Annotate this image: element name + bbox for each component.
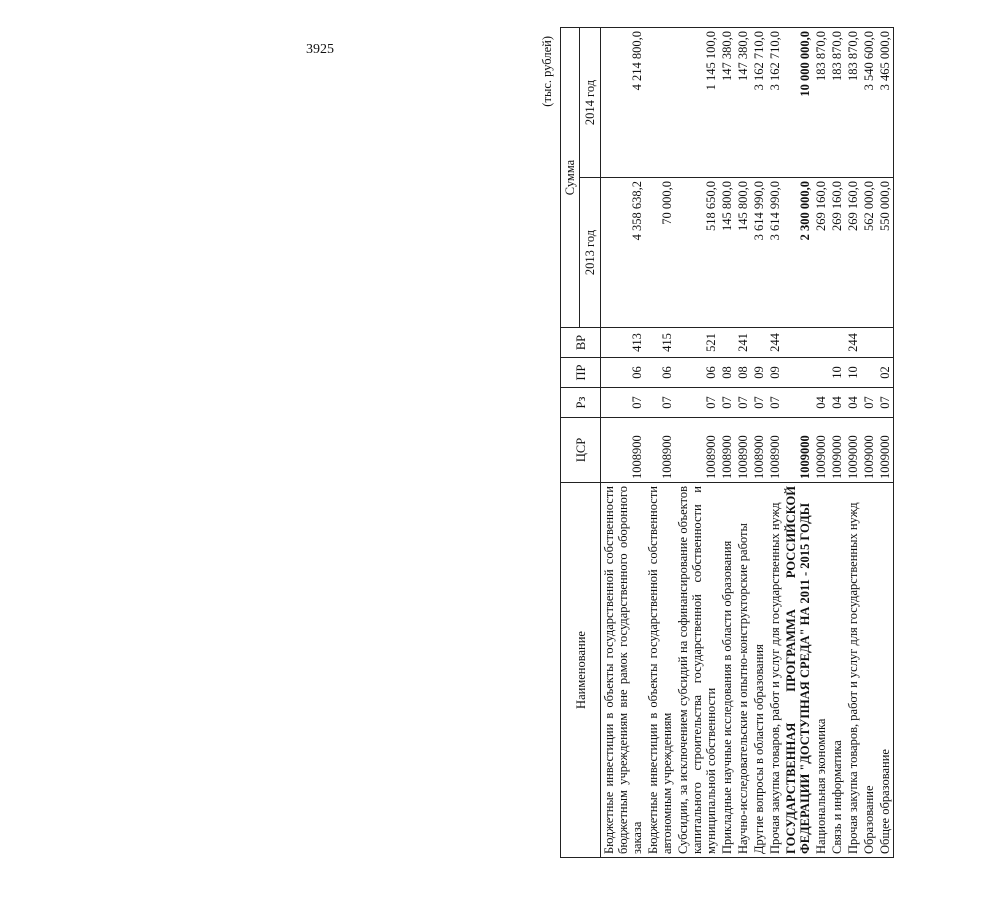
cell-y2013: 3 614 990,0	[767, 178, 783, 328]
cell-name: Прочая закупка товаров, работ и услуг для государственных нужд	[767, 483, 783, 858]
header-rz: Рз	[561, 388, 601, 418]
cell-y2013: 550 000,0	[877, 178, 894, 328]
table-row	[845, 28, 861, 858]
cell-pr: 02	[877, 358, 894, 388]
cell-name: Субсидии, за исключением субсидий на софинансирование объектов капитального строительства государственной собственности и муниципальной собственности	[675, 483, 719, 858]
cell-rz: 04	[845, 388, 861, 418]
cell-rz: 07	[767, 388, 783, 418]
table-row	[751, 28, 767, 858]
header-sum: Сумма	[561, 28, 580, 328]
cell-pr: 06	[645, 358, 675, 388]
cell-vr: 521	[675, 328, 719, 358]
budget-table	[560, 27, 894, 858]
cell-name: Общее образование	[877, 483, 894, 858]
cell-pr: 10	[845, 358, 861, 388]
page-number: 3925	[306, 42, 334, 57]
header-2013: 2013 год	[580, 178, 601, 328]
cell-pr: 08	[735, 358, 751, 388]
cell-name: Связь и информатика	[829, 483, 845, 858]
cell-vr	[751, 328, 767, 358]
cell-name: Бюджетные инвестиции в объекты государственной собственности автономным учреждениям	[645, 483, 675, 858]
cell-csr: 1008900	[601, 418, 646, 483]
cell-y2013: 2 300 000,0	[783, 178, 813, 328]
cell-y2014: 4 214 800,0	[601, 28, 646, 178]
cell-y2013: 145 800,0	[735, 178, 751, 328]
cell-y2014: 3 162 710,0	[767, 28, 783, 178]
cell-csr: 1009000	[877, 418, 894, 483]
cell-vr	[783, 328, 813, 358]
cell-pr	[813, 358, 829, 388]
cell-vr	[861, 328, 877, 358]
table-row	[861, 28, 877, 858]
table-row	[645, 28, 675, 858]
header-pr: ПР	[561, 358, 601, 388]
cell-y2014: 3 162 710,0	[751, 28, 767, 178]
cell-name: Научно-исследовательские и опытно-конструкторские работы	[735, 483, 751, 858]
cell-y2014: 10 000 000,0	[783, 28, 813, 178]
cell-vr: 244	[845, 328, 861, 358]
header-name: Наименование	[561, 483, 601, 858]
units-note: (тыс. рублей)	[540, 36, 554, 107]
table-row	[767, 28, 783, 858]
cell-y2013: 4 358 638,2	[601, 178, 646, 328]
cell-vr: 244	[767, 328, 783, 358]
cell-name: Национальная экономика	[813, 483, 829, 858]
cell-rz: 04	[813, 388, 829, 418]
cell-y2013: 145 800,0	[719, 178, 735, 328]
table-row	[601, 28, 646, 858]
table-row	[813, 28, 829, 858]
table-row	[675, 28, 719, 858]
cell-vr: 415	[645, 328, 675, 358]
cell-pr: 06	[601, 358, 646, 388]
cell-csr: 1009000	[783, 418, 813, 483]
cell-rz: 07	[877, 388, 894, 418]
cell-rz: 07	[645, 388, 675, 418]
table-row	[735, 28, 751, 858]
cell-csr: 1009000	[845, 418, 861, 483]
cell-csr: 1008900	[735, 418, 751, 483]
rotated-table-page	[540, 28, 995, 858]
cell-name: Образование	[861, 483, 877, 858]
cell-rz: 04	[829, 388, 845, 418]
cell-y2013: 70 000,0	[645, 178, 675, 328]
cell-y2013: 518 650,0	[675, 178, 719, 328]
cell-y2014: 3 540 600,0	[861, 28, 877, 178]
cell-pr	[861, 358, 877, 388]
cell-name: Прикладные научные исследования в области образования	[719, 483, 735, 858]
cell-vr	[829, 328, 845, 358]
cell-y2013: 269 160,0	[813, 178, 829, 328]
cell-pr: 09	[767, 358, 783, 388]
cell-pr: 06	[675, 358, 719, 388]
cell-y2013: 269 160,0	[845, 178, 861, 328]
cell-rz: 07	[735, 388, 751, 418]
header-2014: 2014 год	[580, 28, 601, 178]
cell-csr: 1008900	[645, 418, 675, 483]
cell-csr: 1008900	[675, 418, 719, 483]
table-row	[877, 28, 894, 858]
cell-csr: 1009000	[829, 418, 845, 483]
table-body	[601, 28, 894, 858]
cell-rz	[783, 388, 813, 418]
cell-pr: 10	[829, 358, 845, 388]
cell-vr	[813, 328, 829, 358]
cell-name: ГОСУДАРСТВЕННАЯ ПРОГРАММА РОССИЙСКОЙ ФЕДЕРАЦИИ "ДОСТУПНАЯ СРЕДА" НА 2011 - 2015 ГОДЫ	[783, 483, 813, 858]
cell-y2013: 269 160,0	[829, 178, 845, 328]
cell-y2014: 147 380,0	[719, 28, 735, 178]
header-vr: ВР	[561, 328, 601, 358]
cell-rz: 07	[861, 388, 877, 418]
cell-vr: 413	[601, 328, 646, 358]
cell-y2013: 562 000,0	[861, 178, 877, 328]
cell-csr: 1009000	[861, 418, 877, 483]
cell-y2014	[645, 28, 675, 178]
cell-y2014: 183 870,0	[813, 28, 829, 178]
cell-vr: 241	[735, 328, 751, 358]
cell-vr	[719, 328, 735, 358]
table-row	[719, 28, 735, 858]
cell-rz: 07	[601, 388, 646, 418]
cell-name: Бюджетные инвестиции в объекты государственной собственности бюджетным учреждениям вне рамок государственного оборонного заказа	[601, 483, 646, 858]
cell-csr: 1008900	[719, 418, 735, 483]
cell-csr: 1008900	[751, 418, 767, 483]
cell-name: Другие вопросы в области образования	[751, 483, 767, 858]
cell-name: Прочая закупка товаров, работ и услуг для государственных нужд	[845, 483, 861, 858]
cell-rz: 07	[719, 388, 735, 418]
cell-csr: 1009000	[813, 418, 829, 483]
cell-y2014: 1 145 100,0	[675, 28, 719, 178]
table-row	[829, 28, 845, 858]
cell-pr: 08	[719, 358, 735, 388]
cell-csr: 1008900	[767, 418, 783, 483]
cell-rz: 07	[751, 388, 767, 418]
cell-y2014: 3 465 000,0	[877, 28, 894, 178]
cell-pr	[783, 358, 813, 388]
cell-y2014: 147 380,0	[735, 28, 751, 178]
cell-y2014: 183 870,0	[845, 28, 861, 178]
table-row	[783, 28, 813, 858]
header-csr: ЦСР	[561, 418, 601, 483]
cell-vr	[877, 328, 894, 358]
cell-pr: 09	[751, 358, 767, 388]
cell-rz: 07	[675, 388, 719, 418]
cell-y2013: 3 614 990,0	[751, 178, 767, 328]
cell-y2014: 183 870,0	[829, 28, 845, 178]
